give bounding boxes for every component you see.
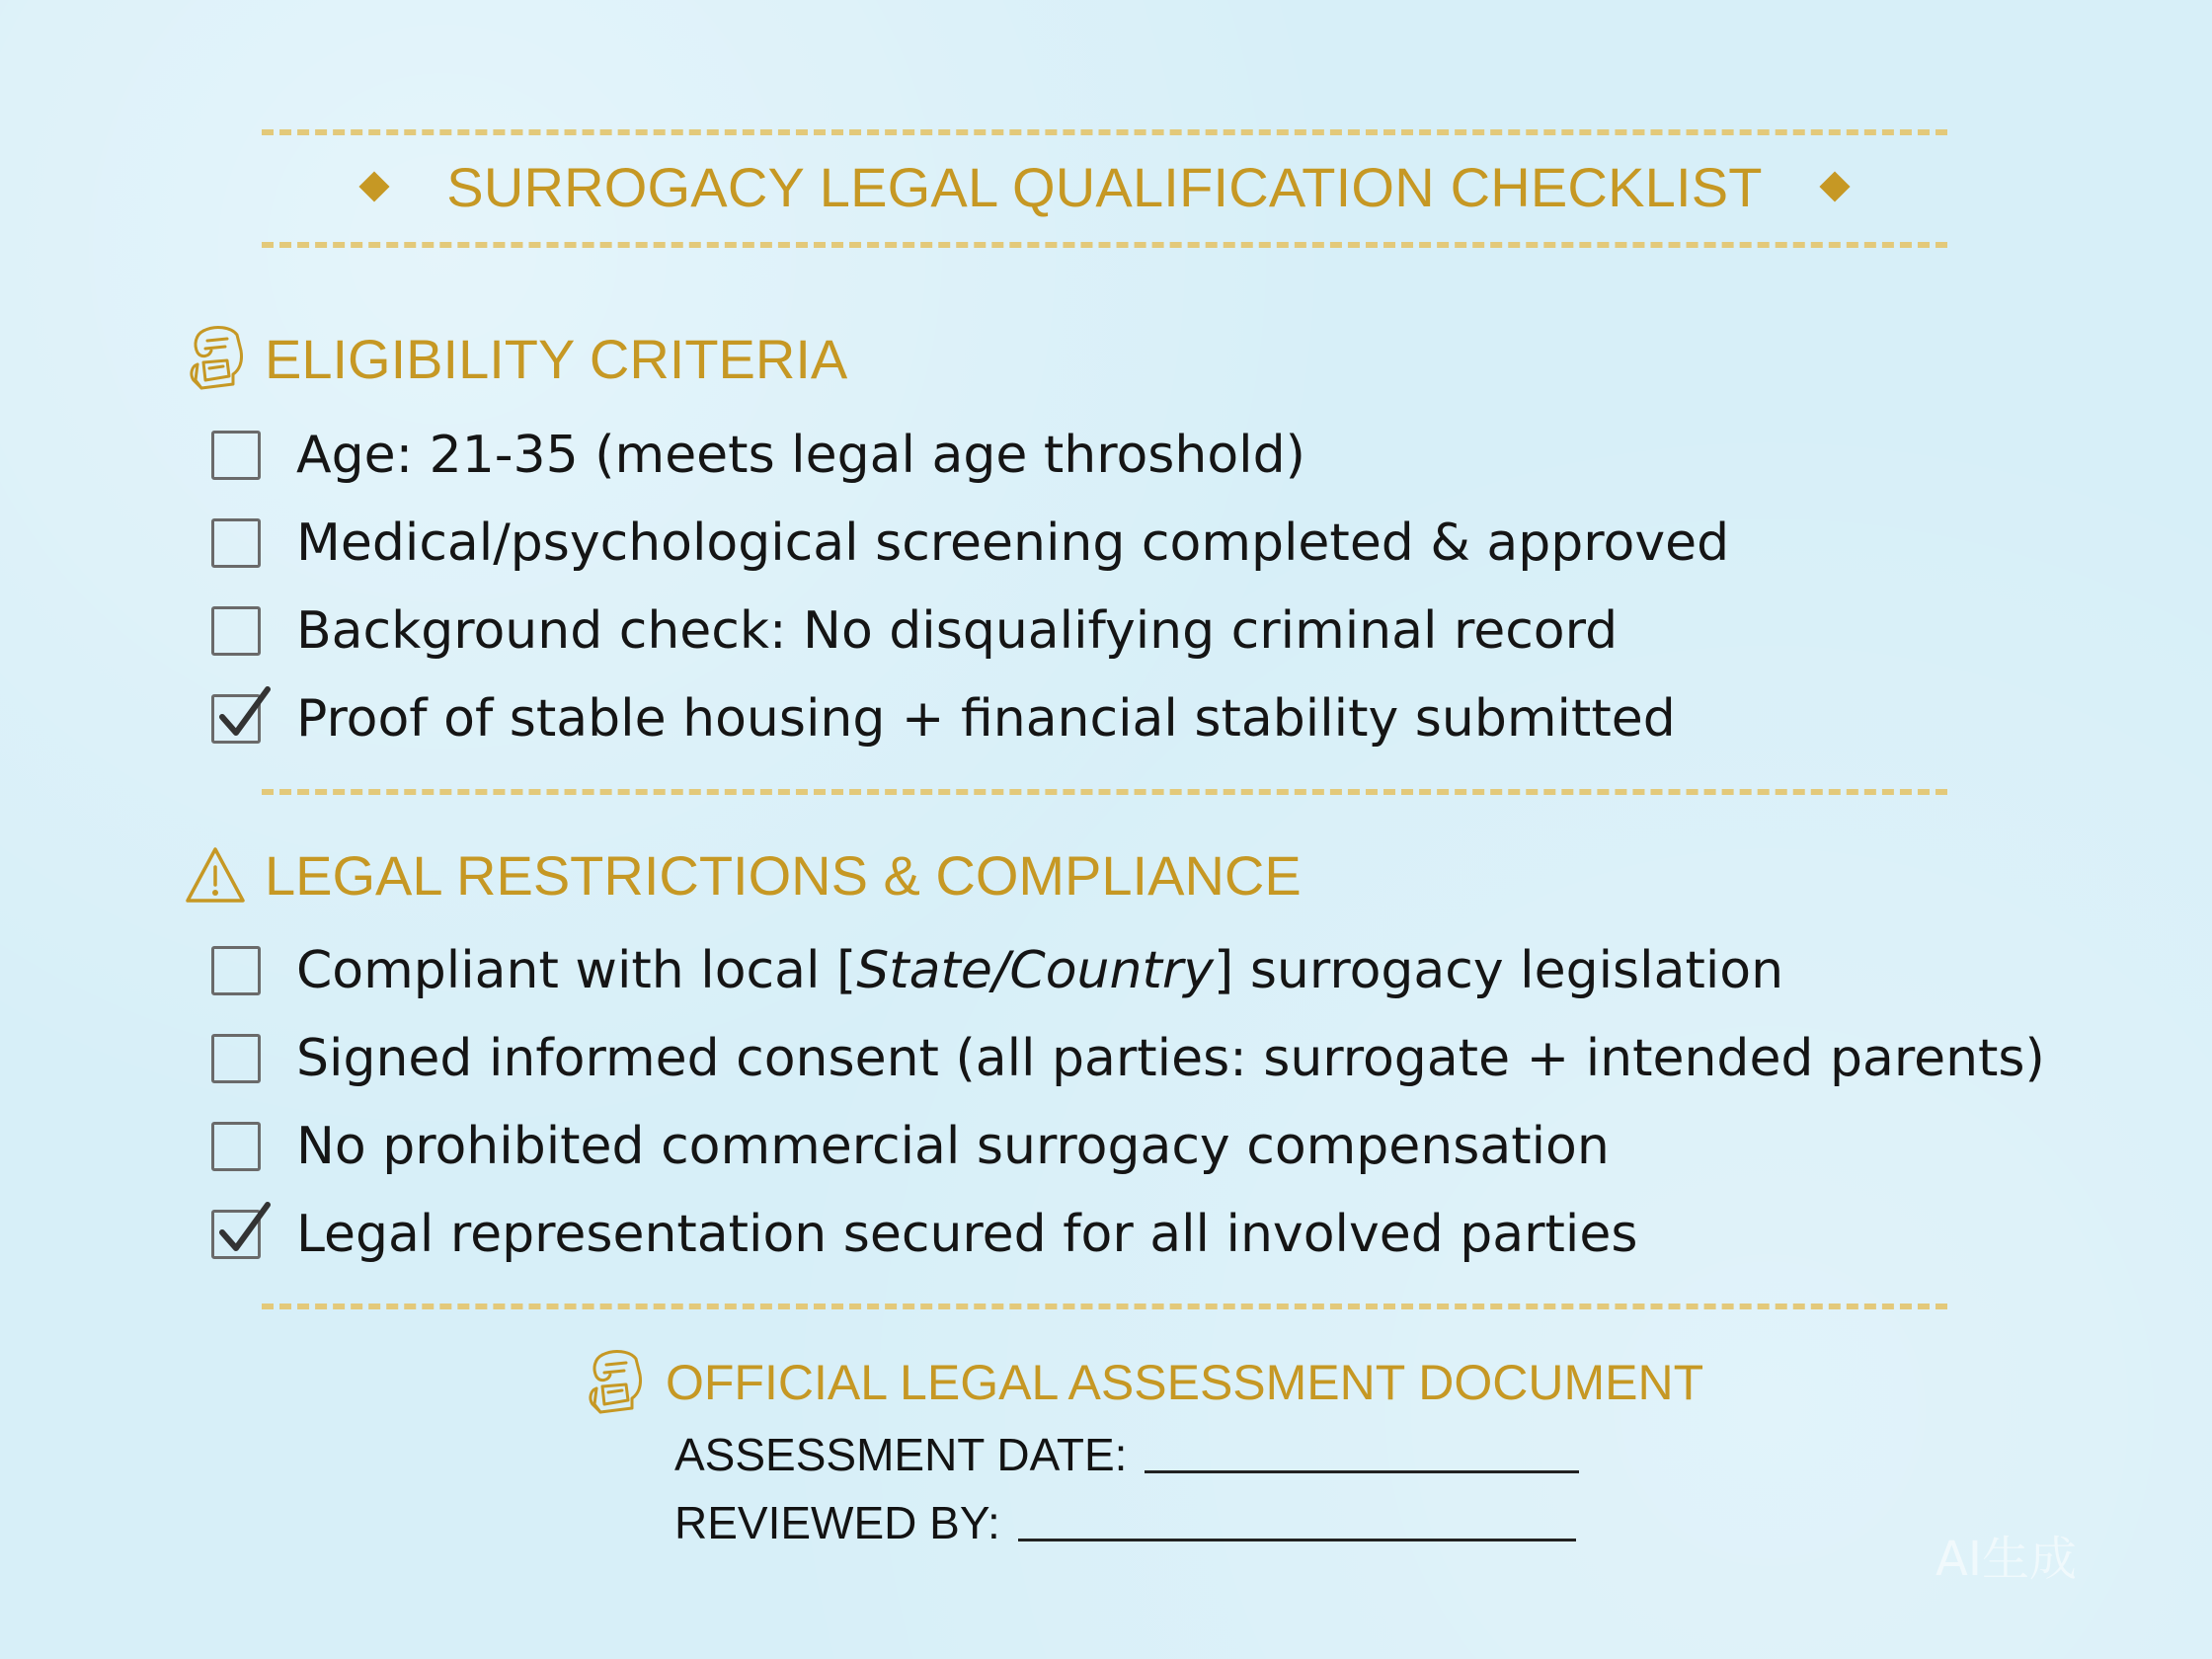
scroll-icon <box>583 1347 646 1418</box>
document-title: SURROGACY LEGAL QUALIFICATION CHECKLIST <box>446 155 1763 218</box>
checklist-item <box>211 1102 1989 1190</box>
item-label: Age: 21-35 (meets legal age throshold) <box>296 425 1305 485</box>
top-rule <box>262 129 1947 135</box>
checklist-item <box>211 411 1989 499</box>
reviewed-by-input-line[interactable] <box>1018 1539 1576 1541</box>
eligibility-checklist <box>211 411 1989 762</box>
item-label-italic: State/Country <box>856 940 1215 1000</box>
title-row <box>262 146 1947 227</box>
assessment-date-label: ASSESSMENT DATE: <box>674 1429 1128 1480</box>
legal-checklist <box>211 926 2045 1278</box>
assessment-date-field <box>674 1428 1579 1481</box>
item-label: Medical/psychological screening completed & approved <box>296 513 1730 573</box>
reviewed-by-field <box>674 1496 1576 1549</box>
item-label <box>296 941 1783 1000</box>
item-label-prefix: Compliant with local [ <box>296 940 857 1000</box>
reviewed-by-label: REVIEWED BY: <box>674 1497 1000 1548</box>
section-title: LEGAL RESTRICTIONS & COMPLIANCE <box>265 843 1302 907</box>
checklist-item <box>211 1190 1989 1278</box>
checkbox-compensation[interactable] <box>211 1122 261 1171</box>
scroll-icon <box>184 323 247 394</box>
checkbox-age[interactable] <box>211 431 261 480</box>
checkbox-housing-financial[interactable] <box>211 694 261 744</box>
title-bottom-rule <box>262 242 1947 248</box>
checklist-item <box>211 1014 2045 1102</box>
checklist-item <box>211 587 1989 674</box>
checklist-item <box>211 926 1989 1014</box>
checkbox-legislation[interactable] <box>211 946 261 995</box>
footer-divider <box>262 1304 1947 1309</box>
footer-title: OFFICIAL LEGAL ASSESSMENT DOCUMENT <box>666 1355 1704 1410</box>
legal-section-header <box>184 835 1302 914</box>
item-label: Legal representation secured for all involved parties <box>296 1204 1638 1264</box>
item-label: Signed informed consent (all parties: surrogate + intended parents) <box>296 1028 2045 1088</box>
checkbox-informed-consent[interactable] <box>211 1034 261 1083</box>
diamond-icon <box>359 171 390 201</box>
checklist-item <box>211 674 1989 762</box>
diamond-icon <box>1819 171 1850 201</box>
item-label-suffix: ] surrogacy legislation <box>1214 940 1784 1000</box>
section-title: ELIGIBILITY CRITERIA <box>265 327 848 390</box>
checkbox-legal-representation[interactable] <box>211 1210 261 1259</box>
checkbox-medical-screening[interactable] <box>211 518 261 568</box>
item-label: Proof of stable housing + financial stability submitted <box>296 688 1676 749</box>
section-divider <box>262 789 1947 795</box>
checklist-item <box>211 499 1989 587</box>
footer-header <box>583 1343 1703 1422</box>
item-label: No prohibited commercial surrogacy compensation <box>296 1116 1610 1176</box>
eligibility-section-header <box>184 319 847 398</box>
warning-icon <box>184 839 247 910</box>
watermark: AI生成 <box>1936 1532 2077 1587</box>
checkbox-background-check[interactable] <box>211 606 261 656</box>
assessment-date-input-line[interactable] <box>1145 1470 1579 1473</box>
item-label: Background check: No disqualifying criminal record <box>296 600 1619 661</box>
